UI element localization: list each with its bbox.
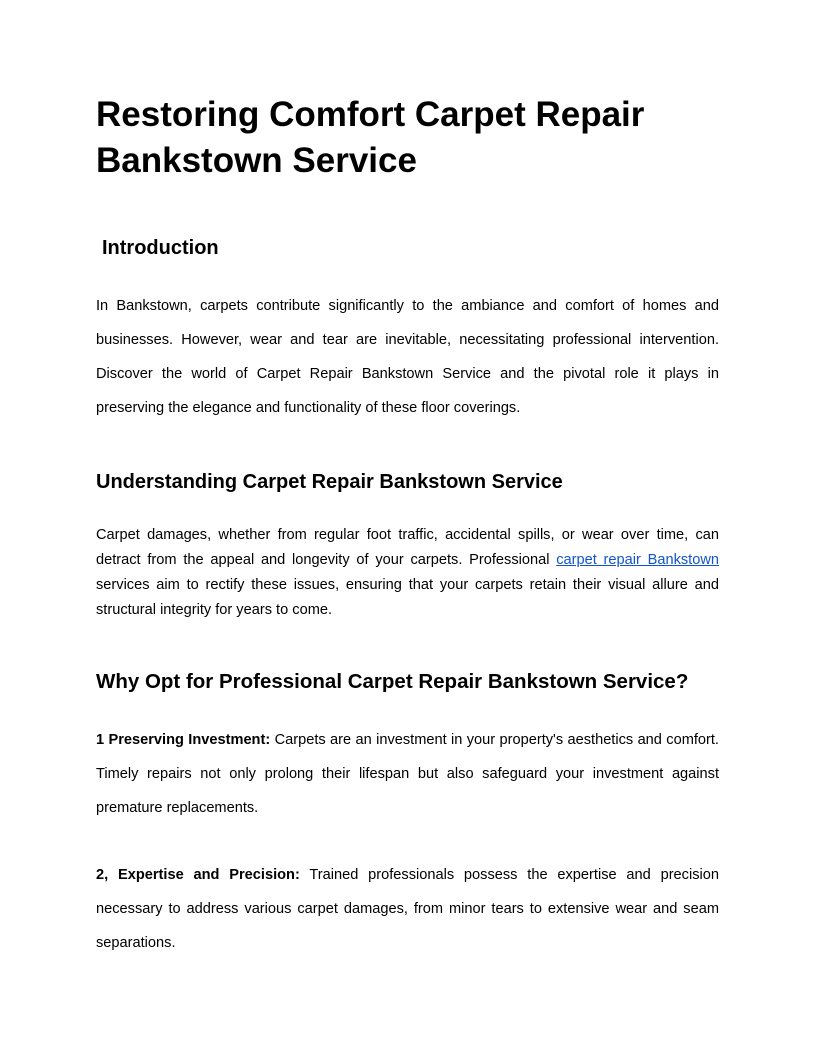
list-item-label: 2, Expertise and Precision: xyxy=(96,867,300,883)
introduction-paragraph: In Bankstown, carpets contribute significantly to the ambiance and comfort of homes and businesses. However, wear and tear are inevitable, necessitating professional intervention. Discover the world of Carpet Repair Bankstown Service and the pivotal role it plays in preserving the elegance and functionality of these floor coverings. xyxy=(96,298,719,416)
document-page xyxy=(96,0,719,1056)
list-item xyxy=(96,858,719,960)
document-title: Restoring Comfort Carpet Repair Bankstown Service xyxy=(96,95,645,180)
understanding-heading: Understanding Carpet Repair Bankstown Service xyxy=(96,471,563,493)
carpet-repair-bankstown-link[interactable]: carpet repair Bankstown xyxy=(556,552,719,568)
list-item-text: Carpets are an investment in your property's aesthetics and comfort. Timely repairs not only prolong their lifespan but also safeguard your investment against premature replacements. xyxy=(96,732,719,816)
list-item-text: Trained professionals possess the expertise and precision necessary to address various carpet damages, from minor tears to extensive wear and seam separations. xyxy=(96,867,719,951)
introduction-heading: Introduction xyxy=(102,237,219,259)
understanding-paragraph xyxy=(96,523,719,623)
list-item xyxy=(96,723,719,825)
understanding-text-after-link: services aim to rectify these issues, ensuring that your carpets retain their visual allure and structural integrity for years to come. xyxy=(96,577,719,618)
why-opt-heading: Why Opt for Professional Carpet Repair Bankstown Service? xyxy=(96,670,689,693)
understanding-text-before-link: Carpet damages, whether from regular foot traffic, accidental spills, or wear over time, can detract from the appeal and longevity of your carpets. Professional xyxy=(96,527,719,568)
list-item-label: 1 Preserving Investment: xyxy=(96,732,271,748)
